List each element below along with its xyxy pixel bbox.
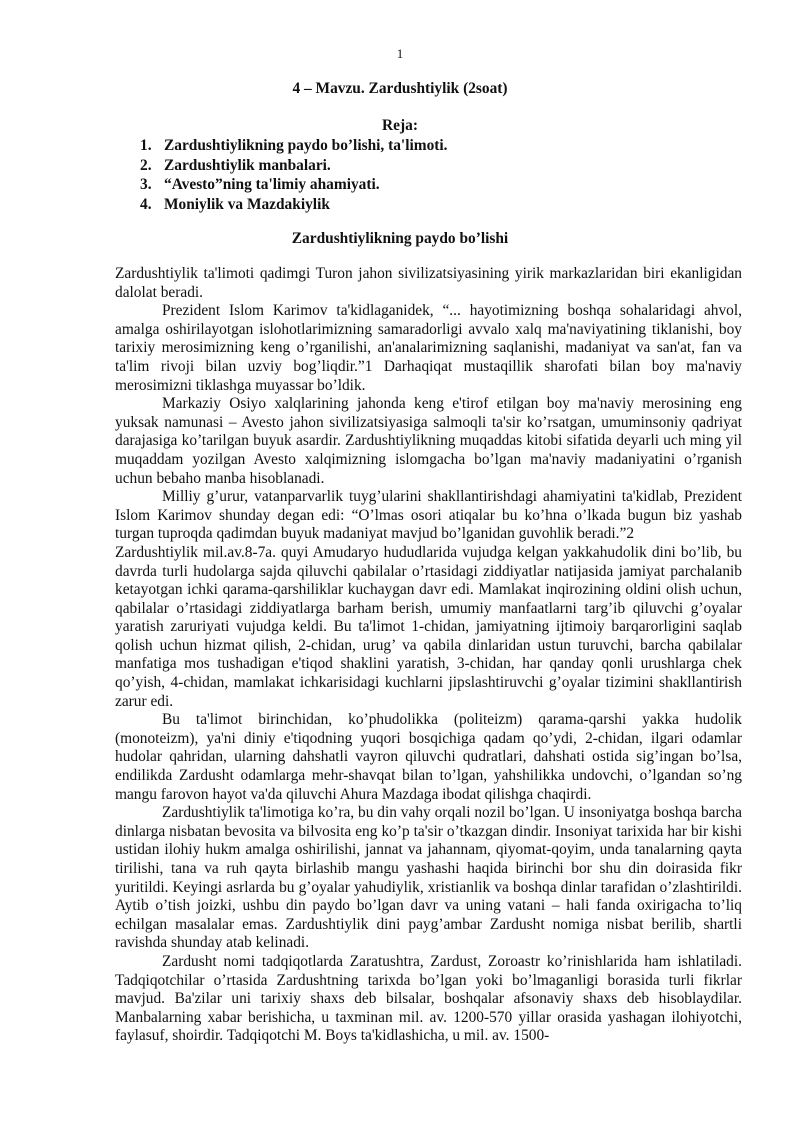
paragraph: Prezident Islom Karimov ta'kidlaganidek, “... hayotimizning boshqa sohalaridagi ahvol, amalga oshirilayotgan islohotlarimizning samaradorligi avvalo xalq ma'naviyatining tiklanishi, boy tarixiy merosimizning keng o’rganilishi, an'analarimizning saqlanishi, madaniyat va san'at, fan va ta'lim rivoji bilan uzviy bog’liqdir.”1 Darhaqiqat mustaqillik sharofati bilan boy ma'naviy merosimizni tiklashga muyassar bo’ldik. [115,302,742,394]
paragraph: Zardushtiylik ta'limotiga ko’ra, bu din vahy orqali nozil bo’lgan. U insoniyatga boshqa barcha dinlarga nisbatan bevosita va bilvosita eng ko’p ta'sir o’tkazgan dindir. Insoniyat tarixida har bir kishi ustidan ilohiy hukm amalga oshirilishi, jannat va jahannam, qiyomat-qoyim, unda tanalarning qayta tirilishi, tana va ruh qayta birlashib mangu yashashi haqida birinchi bor shu din doirasida fikr yuritildi. Keyingi asrlarda bu g’oyalar yahudiylik, xristianlik va boshqa dinlar tarafidan o’zlashtirildi. Aytib o’tish joizki, ushbu din paydo bo’lgan davr va uning vatani – hali fanda oxirigacha to’liq echilgan masalalar emas. Zardushtiylik dini payg’ambar Zardusht nomiga nisbat berilib, shartli ravishda shunday atab kelinadi. [115,804,742,952]
paragraph: Zardushtiylik mil.av.8-7a. quyi Amudaryo hududlarida vujudga kelgan yakkahudolik dini bo’lib, bu davrda turli hudolarga sajda qiluvchi qabilalar o’rtasidagi ziddiyatlar natijasida jamiyat parchalanib ketayotgan ichki qarama-qarshiliklar kuchaygan davr edi. Mamlakat inqirozining oldini olish uchun, qabilalar o’rtasidagi ziddiyatlarga barham berish, umumiy manfaatlarni targ’ib qiluvchi g’oyalar yaratish zaruriyati vujudga keldi. Bu ta'limot 1-chidan, jamiyatning ijtimoiy barqarorligini saqlab qolish uchun hizmat qilish, 2-chidan, urug’ va qabila dinlaridan ustun turuvchi, barcha qabilalar manfatiga mos tushadigan e'tiqod shaklini yaratish, 3-chidan, har qanday qonli urushlarga chek qo’yish, 4-chidan, mamlakat ichkarisidagi kuchlarni jipslashtiruvchi g’oyalar tizimini shakllantirish zarur edi. [115,543,742,710]
plan-heading: Reja: [382,117,418,134]
plan-item-text: Moniylik va Mazdakiylik [164,195,330,213]
body-text [115,265,742,1046]
plan-item-text: “Avesto”ning ta'limiy ahamiyati. [164,176,380,193]
plan-item [140,195,448,215]
paragraph: Zardusht nomi tadqiqotlarda Zaratushtra, Zardust, Zoroastr ko’rinishlarida ham ishlatiladi. Tadqiqotchilar o’rtasida Zardushtning tarixda bo’lgan yoki bo’lmaganligi borasida turli fikrlar mavjud. Ba'zilar uni tarixiy shaxs deb bilsalar, boshqalar afsonaviy shaxs deb hisoblaydilar. Manbalarning xabar berishicha, u taxminan mil. av. 1200-570 yillar orasida yashagan ilohiyotchi, faylasuf, shoirdir. Tadqiqotchi M. Boys ta'kidlashicha, u mil. av. 1500- [115,952,742,1045]
page-title: 4 – Mavzu. Zardushtiylik (2soat) [292,80,508,97]
plan-list [140,136,448,214]
plan-item [140,175,448,195]
plan-item-number: 2. [140,156,152,174]
plan-item-number: 3. [140,176,152,193]
section-heading: Zardushtiylikning paydo bo’lishi [291,230,509,247]
plan-item-text: Zardushtiylikning paydo bo’lishi, ta'limoti. [164,137,448,154]
plan-item [140,156,448,176]
page-number: 1 [396,46,404,61]
paragraph: Bu ta'limot birinchidan, ko’phudolikka (politeizm) qarama-qarshi yakka hudolik (monoteizm), ya'ni diniy e'tiqodning yuqori bosqichiga qadam qo’ydi, 2-chidan, ilgari odamlar hudolar qahridan, ularning dahshatli vayron qiluvchi qudratlari, dahshati ostida sig’ingan bo’lsa, endilikda Zardusht odamlarga mehr-shavqat bilan to’lgan, yahshilikka undovchi, o’lgandan so’ng mangu farovon hayot va'da qiluvchi Ahura Mazdaga ibodat qilishga chaqirdi. [115,711,742,803]
paragraph: Markaziy Osiyo xalqlarining jahonda keng e'tirof etilgan boy ma'naviy merosining eng yuksak namunasi – Avesto jahon sivilizatsiyasiga salmoqli ta'sir ko’rsatgan, umuminsoniy qadriyat darajasiga ko’tarilgan buyuk asardir. Zardushtiylikning muqaddas kitobi sifatida deyarli uch ming yil muqaddam yozilgan Avesto xalqimizning islomgacha bo’lgan ma'naviy madaniyatini o’rganish uchun bebaho manba hisoblanadi. [115,395,742,487]
paragraph: Milliy g’urur, vatanparvarlik tuyg’ularini shakllantirishdagi ahamiyatini ta'kidlab, Prezident Islom Karimov shunday degan edi: “O’lmas osori atiqalar bu ko’hna o’lkada bugun biz yashab turgan tuproqda qadimdan buyuk madaniyat mavjud bo’lganidan guvohlik beradi.”2 [115,488,742,543]
plan-item-text: Zardushtiylik manbalari. [164,156,331,174]
plan-item-number: 4. [140,195,152,213]
plan-item-number: 1. [140,137,152,154]
plan-item [140,136,448,156]
paragraph: Zardushtiylik ta'limoti qadimgi Turon jahon sivilizatsiyasining yirik markazlaridan biri ekanligidan dalolat beradi. [115,265,742,301]
